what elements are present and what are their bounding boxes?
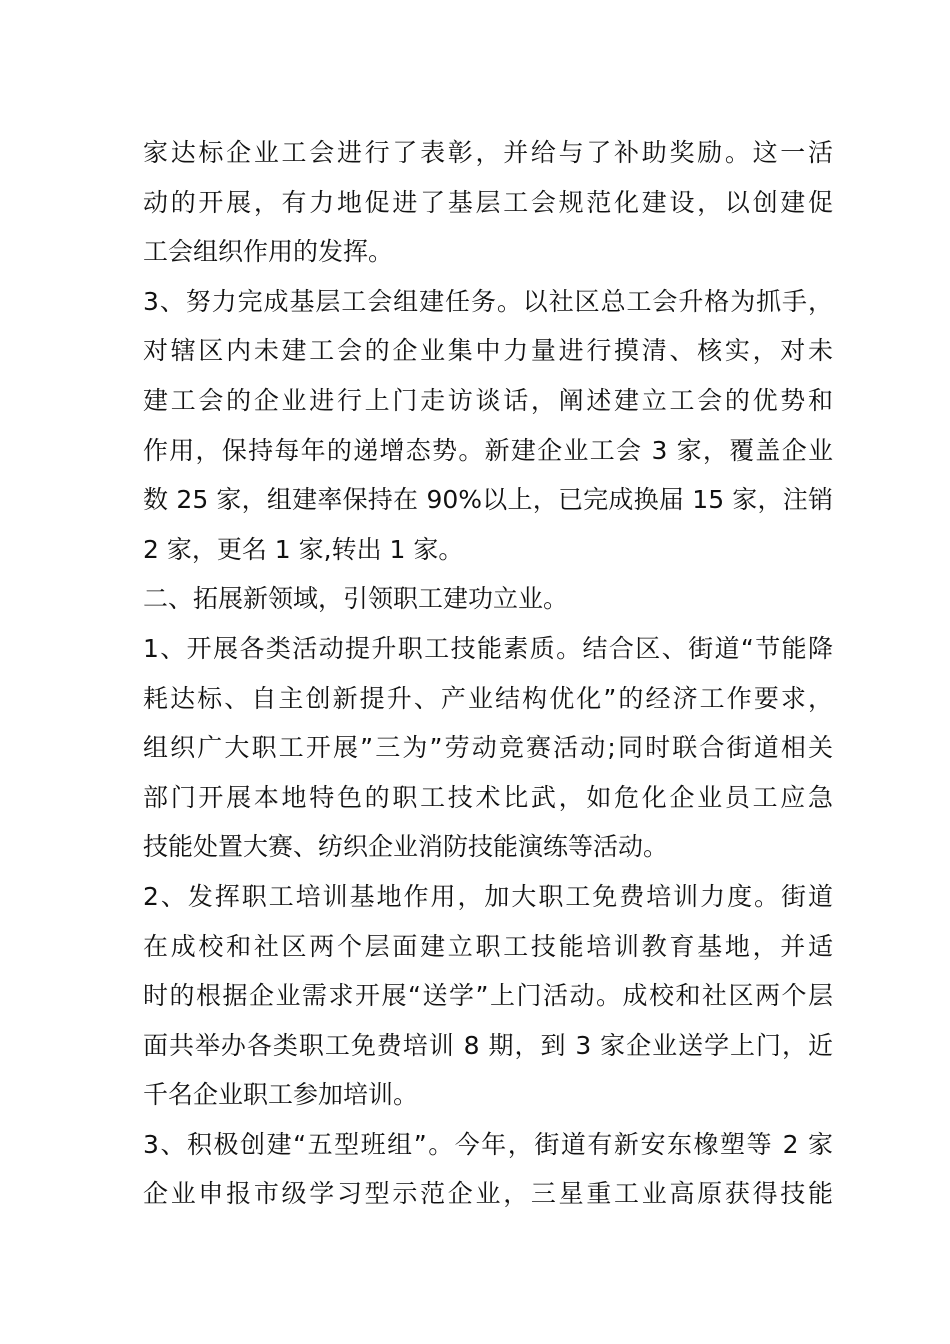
text-line: 技能处置大赛、纺织企业消防技能演练等活动。 [143,832,669,862]
text-line: 耗达标、自主创新提升、产业结构优化”的经济工作要求， [143,683,833,713]
text-line: 部门开展本地特色的职工技术比武，如危化企业员工应急 [143,782,833,812]
text-line: 数 25 家，组建率保持在 90%以上，已完成换届 15 家，注销 [143,485,833,515]
text-line: 作用，保持每年的递增态势。新建企业工会 3 家，覆盖企业 [143,435,833,465]
text-line: 组织广大职工开展”三为”劳动竞赛活动;同时联合街道相关 [143,733,833,763]
text-line: 3、努力完成基层工会组建任务。以社区总工会升格为抓手， [143,286,833,316]
text-line: 2 家，更名 1 家,转出 1 家。 [143,534,464,564]
text-line: 千名企业职工参加培训。 [143,1080,419,1110]
document-body [143,128,833,1219]
text-line: 2、发挥职工培训基地作用，加大职工免费培训力度。街道 [143,881,833,911]
text-line: 面共举办各类职工免费培训 8 期，到 3 家企业送学上门，近 [143,1030,833,1060]
section-heading: 二、拓展新领域，引领职工建功立业。 [143,584,569,614]
text-line: 家达标企业工会进行了表彰，并给与了补助奖励。这一活 [143,138,833,167]
text-line: 时的根据企业需求开展“送学”上门活动。成校和社区两个层 [143,981,833,1011]
text-line: 1、开展各类活动提升职工技能素质。结合区、街道“节能降 [143,633,833,663]
text-line: 工会组织作用的发挥。 [143,237,394,267]
text-line: 动的开展，有力地促进了基层工会规范化建设，以创建促 [143,187,833,217]
text-line: 对辖区内未建工会的企业集中力量进行摸清、核实，对未 [143,336,833,366]
text-line: 建工会的企业进行上门走访谈话，阐述建立工会的优势和 [143,385,833,415]
text-line: 企业申报市级学习型示范企业，三星重工业高原获得技能 [143,1179,833,1209]
text-line: 3、积极创建“五型班组”。今年，街道有新安东橡塑等 2 家 [143,1129,833,1159]
text-line: 在成校和社区两个层面建立职工技能培训教育基地，并适 [143,931,833,961]
